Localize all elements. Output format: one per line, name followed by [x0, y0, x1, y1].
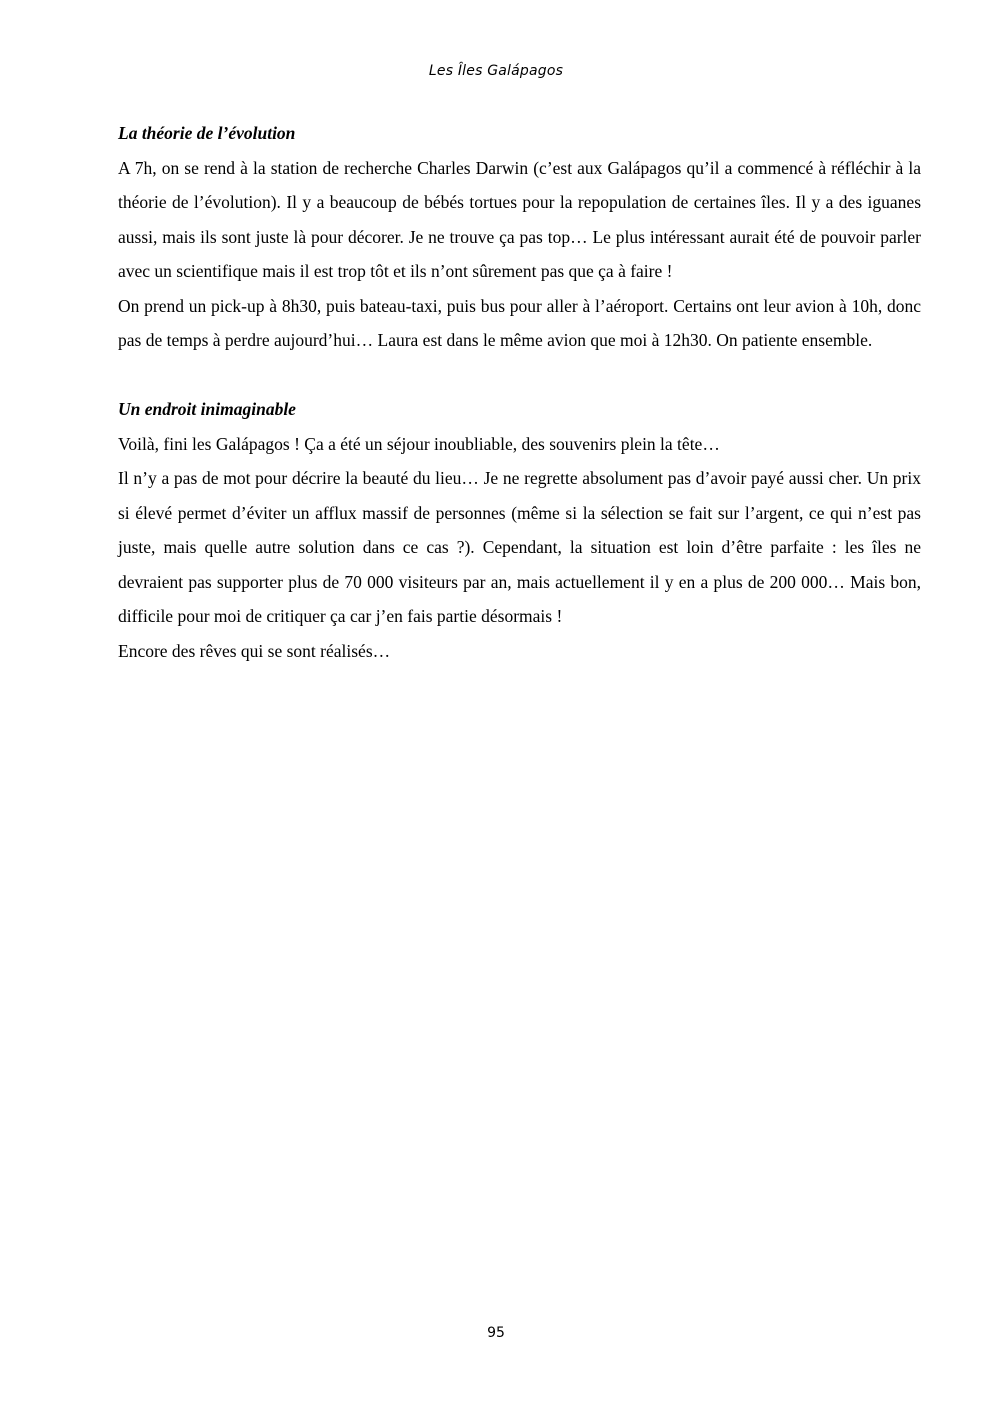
running-header: Les Îles Galápagos — [428, 63, 564, 79]
section-title: La théorie de l’évolution — [118, 123, 296, 143]
section-endroit-inimaginable — [118, 392, 921, 668]
paragraph: On prend un pick-up à 8h30, puis bateau-taxi, puis bus pour aller à l’aéroport. Certains ont leur avion à 10h, donc pas de temps à perdre aujourd’hui… Laura est dans le même avion que moi à 12h30. On patiente ensemble. — [118, 295, 921, 350]
section-spacer — [118, 358, 921, 393]
paragraph: Encore des rêves qui se sont réalisés… — [118, 640, 391, 661]
page-body — [118, 116, 921, 668]
paragraph: Il n’y a pas de mot pour décrire la beauté du lieu… Je ne regrette absolument pas d’avoir payé aussi cher. Un prix si élevé permet d’éviter un afflux massif de personnes (même si la sélection se fait sur l’argent, ce qui n’est pas juste, mais quelle autre solution dans ce cas ?). Cependant, la situation est loin d’être parfaite : les îles ne devraient pas supporter plus de 70 000 visiteurs par an, mais actuellement il y en a plus de 200 000… Mais bon, difficile pour moi de critiquer ça car j’en fais partie désormais ! — [118, 468, 921, 626]
section-title: Un endroit inimaginable — [118, 399, 296, 419]
section-theorie-evolution — [118, 116, 921, 358]
page-number: 95 — [487, 1325, 505, 1341]
paragraph: A 7h, on se rend à la station de recherche Charles Darwin (c’est aux Galápagos qu’il a commencé à réfléchir à la théorie de l’évolution). Il y a beaucoup de bébés tortues pour la repopulation de certaines îles. Il y a des iguanes aussi, mais ils sont juste là pour décorer. Je ne trouve ça pas top… Le plus intéressant aurait été de pouvoir parler avec un scientifique mais il est trop tôt et ils n’ont sûrement pas que ça à faire ! — [118, 157, 921, 281]
paragraph: Voilà, fini les Galápagos ! Ça a été un séjour inoubliable, des souvenirs plein la tête… — [118, 433, 720, 454]
